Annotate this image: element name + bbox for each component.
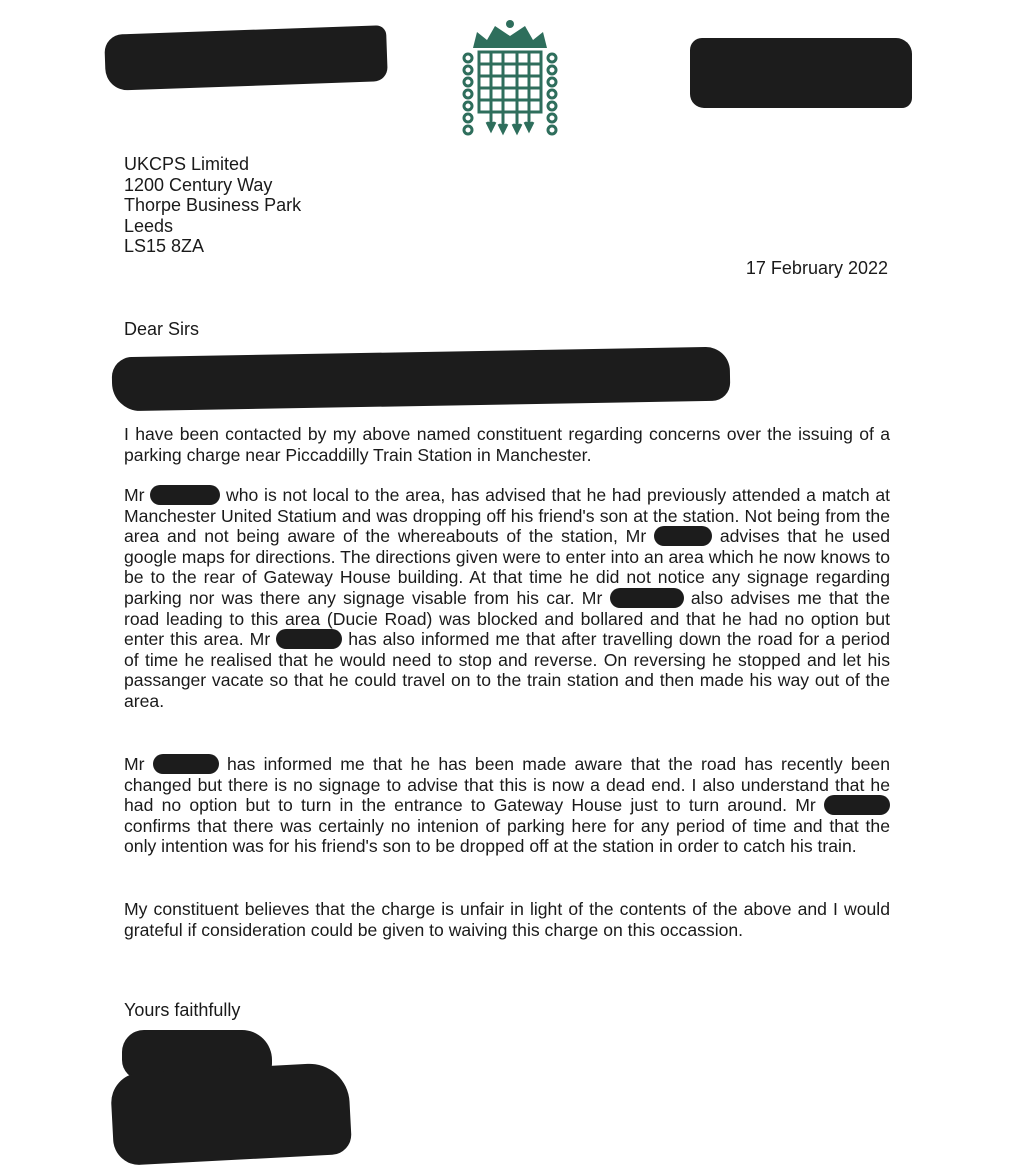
paragraph-text: also advises me that the road leading to this area (Ducie Road) was blocked and bollared and that he had no option but enter this area. Mr — [124, 587, 890, 650]
paragraph-1: I have been contacted by my above named constituent regarding concerns over the issuing of a parking charge near Piccaddilly Train Station in Manchester. — [124, 424, 890, 465]
paragraph-text: confirms that there was certainly no intenion of parking here for any period of time and that the only intention was for his friend's son to be dropped off at the station in order to catch his train. — [124, 815, 890, 857]
redaction-name — [153, 754, 219, 774]
redaction-top-right — [690, 38, 912, 108]
paragraph-text: advises that he used google maps for directions. The directions given were to enter into an area which he now knows to be to the rear of Gateway House building. At that time he did not notice any signage regarding parking nor was there any signage visable from his car. Mr — [124, 526, 891, 608]
redaction-signature-block — [110, 1062, 352, 1166]
paragraph-3 — [124, 754, 890, 857]
address-line: UKCPS Limited — [124, 154, 250, 174]
redaction-top-left — [104, 25, 388, 91]
recipient-address — [124, 154, 301, 257]
address-line: LS15 8ZA — [124, 236, 205, 257]
redaction-name — [824, 795, 890, 815]
address-line: 1200 Century Way — [124, 174, 273, 195]
salutation: Dear Sirs — [124, 319, 200, 339]
redaction-name — [276, 629, 342, 649]
redaction-name — [150, 485, 220, 505]
paragraph-text: Mr — [124, 485, 145, 505]
closing: Yours faithfully — [124, 1000, 241, 1020]
paragraph-text: who is not local to the area, has advised that he had previously attended a match at Manchester United Statium and was dropping off his friend's son at the station. Not being from the area and not being aware of the whereabouts of the station, Mr — [124, 485, 891, 547]
redaction-name — [654, 526, 712, 546]
paragraph-2 — [124, 485, 890, 712]
paragraph-text: has also informed me that after travelling down the road for a period of time he realised that he would need to stop and reverse. On reversing he stopped and let his passanger vacate so that he could travel on to the train station and then made his way out of the area. — [124, 629, 891, 711]
address-line: Thorpe Business Park — [124, 195, 302, 216]
letter-date: 17 February 2022 — [745, 258, 888, 278]
paragraph-text: has informed me that he has been made aware that the road has recently been changed but there is no signage to advise that this is now a dead end. I also understand that he had no option but to turn in the entrance to Gateway House just to turn around. Mr — [124, 754, 890, 816]
paragraph-4: My constituent believes that the charge is unfair in light of the contents of the above and I would grateful if consideration could be given to waiving this charge on this occassion. — [124, 899, 890, 940]
redaction-subject-line — [112, 347, 731, 412]
redaction-name — [610, 588, 684, 608]
address-line: Leeds — [124, 215, 174, 236]
paragraph-text: Mr — [124, 754, 145, 774]
portcullis-crest-icon — [455, 18, 565, 140]
